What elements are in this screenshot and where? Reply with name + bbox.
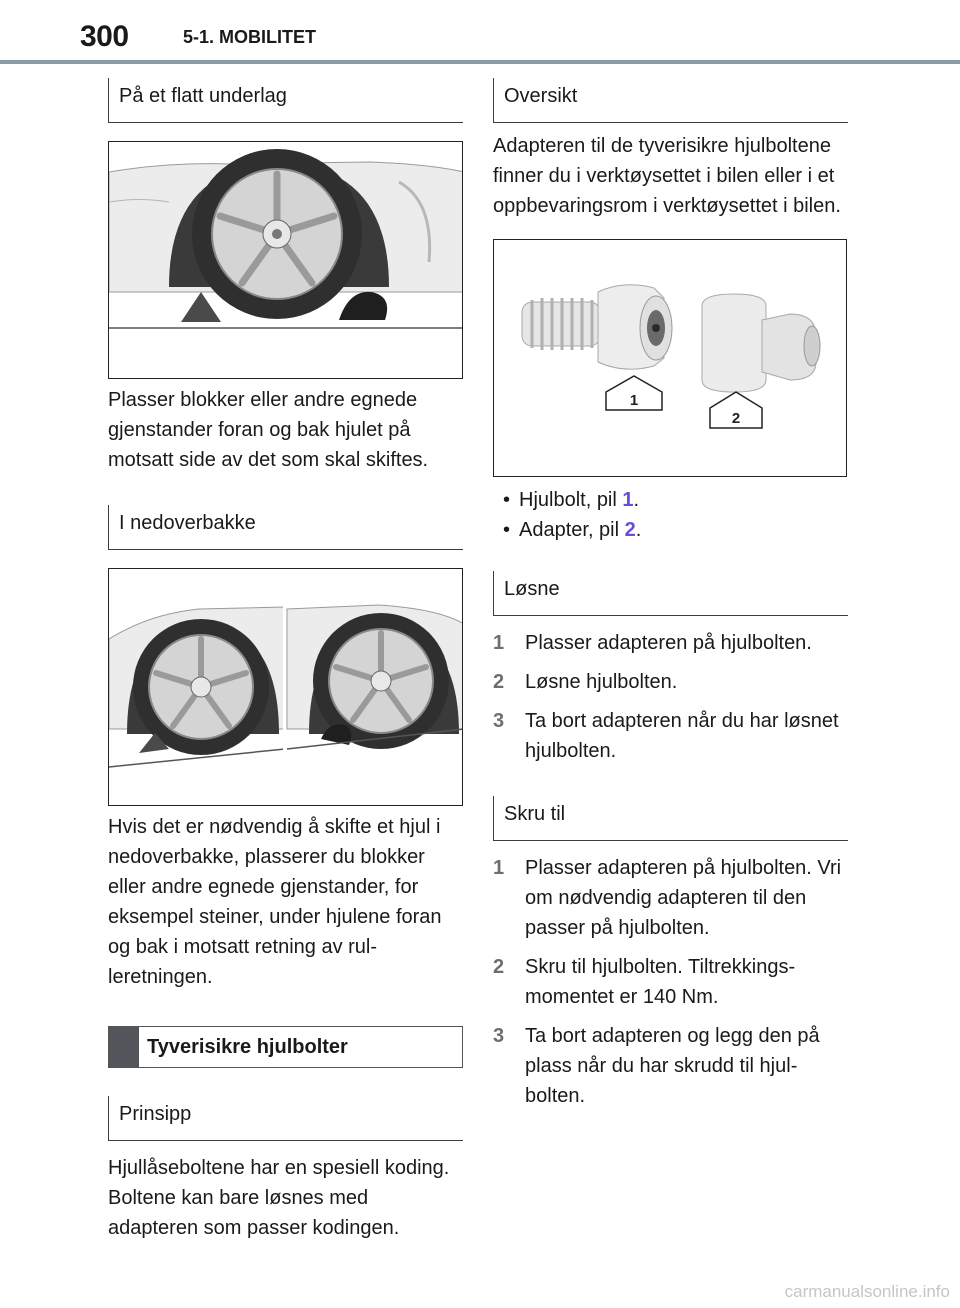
page-number: 300 bbox=[80, 20, 129, 53]
heading-loosen: Løsne bbox=[493, 571, 848, 616]
text-flat-ground: Plasser blokker eller andre egnede gjenstander foran og bak hjulet på motsatt side av det som skal skiftes. bbox=[108, 389, 429, 471]
ref-number: 1 bbox=[622, 489, 634, 511]
step-item: 2 Løsne hjulbolten. bbox=[493, 671, 678, 693]
chapter-title: 5-1. MOBILITET bbox=[183, 27, 317, 47]
heading-principle: Prinsipp bbox=[108, 1096, 463, 1141]
header-rule bbox=[0, 60, 960, 64]
footer-site-link[interactable]: carmanualsonline.info bbox=[784, 1282, 950, 1301]
step-item: 3 Ta bort adapteren og legg den på plass når du har skrudd til hjulbolten. bbox=[493, 1025, 820, 1107]
figure-bolt-adapter bbox=[493, 239, 847, 477]
adapter-drawing bbox=[702, 294, 820, 392]
text-downhill: Hvis det er nødvendig å skifte et hjul i nedoverbakke, plasserer du blokker eller andre egnede gjenstander, for eksempel steiner, under hjulene foran og bak i motsatt retning av rulleretningen. bbox=[108, 816, 442, 988]
right-column bbox=[493, 78, 848, 1120]
section-title-marker bbox=[109, 1027, 139, 1067]
tighten-steps bbox=[493, 853, 848, 1111]
step-item: 3 Ta bort adapteren når du har løsnet hjulbolten. bbox=[493, 710, 839, 762]
heading-downhill: I nedoverbakke bbox=[108, 505, 463, 550]
step-item: 2 Skru til hjulbolten. Tiltrekkingsmomentet er 140 Nm. bbox=[493, 956, 796, 1008]
callout-2: 2 bbox=[731, 410, 741, 427]
figure-wheel-chocks-flat bbox=[108, 141, 463, 379]
list-item: • Hjulbolt, pil 1. bbox=[503, 485, 848, 515]
bolt-adapter-illustration bbox=[494, 240, 847, 477]
text-overview: Adapteren til de tyverisikre hjulboltene finner du i verktøysettet i bilen eller i et oppbevaringsrom i verktøysettet i bilen. bbox=[493, 135, 841, 217]
section-title-bar bbox=[108, 1026, 463, 1068]
step-item: 1 Plasser adapteren på hjulbolten. Vri om nødvendig adapteren til den passer på hjulbolten. bbox=[493, 857, 842, 939]
left-column bbox=[108, 78, 463, 1243]
heading-overview: Oversikt bbox=[493, 78, 848, 123]
text-principle: Hjullåseboltene har en spesiell koding. Boltene kan bare løsnes med adapteren som passer kodingen. bbox=[108, 1157, 450, 1239]
list-item: • Adapter, pil 2. bbox=[503, 515, 848, 545]
wheel-chocks-downhill-illustration bbox=[109, 569, 463, 806]
figure-wheel-chocks-downhill bbox=[108, 568, 463, 806]
wheel-bolt-drawing bbox=[522, 285, 672, 369]
step-item: 1 Plasser adapteren på hjulbolten. bbox=[493, 632, 812, 654]
parts-list bbox=[493, 485, 848, 545]
section-title: Tyverisikre hjulbolter bbox=[147, 1035, 348, 1058]
heading-flat-ground: På et flatt underlag bbox=[108, 78, 463, 123]
loosen-steps bbox=[493, 628, 848, 766]
callout-1: 1 bbox=[629, 392, 639, 409]
wheel-chocks-flat-illustration bbox=[109, 142, 463, 379]
heading-tighten: Skru til bbox=[493, 796, 848, 841]
ref-number: 2 bbox=[624, 519, 636, 541]
